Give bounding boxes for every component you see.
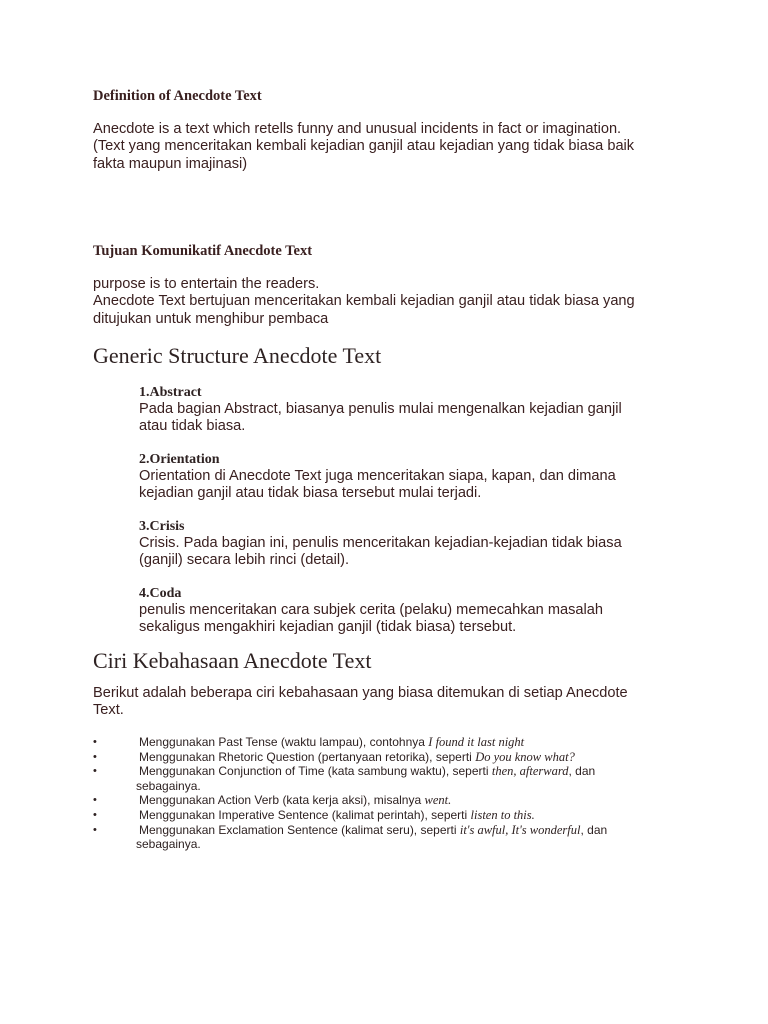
list-item <box>93 793 693 808</box>
bullet-text: Menggunakan Rhetoric Question (pertanyaan retorika), seperti <box>139 749 476 764</box>
bullet-example: Do you know what? <box>475 749 575 764</box>
ciri-bullet-list <box>93 735 693 852</box>
tujuan-line: Anecdote Text bertujuan menceritakan kembali kejadian ganjil atau tidak biasa yang <box>93 293 635 310</box>
bullet-after: , dan <box>580 822 608 837</box>
definition-line: fakta maupun imajinasi) <box>93 155 248 172</box>
generic-structure-heading: Generic Structure Anecdote Text <box>93 343 382 368</box>
ciri-intro-line: Berikut adalah beberapa ciri kebahasaan yang biasa ditemukan di setiap Anecdote <box>93 685 628 701</box>
bullet-after: , dan <box>568 764 596 779</box>
structure-item-line: Pada bagian Abstract, biasanya penulis mulai mengenalkan kejadian ganjil <box>139 401 622 417</box>
list-item <box>93 823 693 852</box>
bullet-example: I found it last night <box>428 735 525 749</box>
bullet-continuation: sebagainya. <box>136 837 201 852</box>
structure-item-title: 3.Crisis <box>139 519 185 534</box>
definition-heading: Definition of Anecdote Text <box>93 88 262 104</box>
bullet-example: it's awful, It's wonderful <box>459 822 581 837</box>
bullet-example: went. <box>424 793 452 808</box>
ciri-intro <box>93 685 675 720</box>
structure-item-body <box>139 401 675 436</box>
bullet-icon: • <box>93 823 97 836</box>
tujuan-line: ditujukan untuk menghibur pembaca <box>93 310 329 327</box>
bullet-icon: • <box>93 736 97 748</box>
structure-item-line: sekaligus mengakhiri kejadian ganjil (tidak biasa) tersebut. <box>139 619 517 636</box>
structure-item-body <box>139 602 675 637</box>
list-item <box>93 735 693 750</box>
tujuan-line: purpose is to entertain the readers. <box>93 276 320 292</box>
structure-item-title: 2.Orientation <box>139 452 220 467</box>
bullet-text: Menggunakan Exclamation Sentence (kalimat seru), seperti <box>139 822 460 837</box>
structure-item-coda <box>139 586 675 637</box>
structure-item-abstract <box>139 385 675 436</box>
bullet-text: Menggunakan Past Tense (waktu lampau), contohnya <box>139 735 429 749</box>
structure-item-line: kejadian ganjil atau tidak biasa tersebut mulai terjadi. <box>139 485 482 502</box>
ciri-intro-line: Text. <box>93 702 124 719</box>
definition-paragraph <box>93 121 675 173</box>
list-item <box>93 808 693 823</box>
structure-item-line: Orientation di Anecdote Text juga menceritakan siapa, kapan, dan dimana <box>139 468 616 484</box>
bullet-text: Menggunakan Conjunction of Time (kata sambung waktu), seperti <box>139 764 492 779</box>
structure-item-title: 4.Coda <box>139 586 182 601</box>
structure-item-body <box>139 535 675 570</box>
structure-item-line: (ganjil) secara lebih rinci (detail). <box>139 552 350 569</box>
structure-item-line: penulis menceritakan cara subjek cerita (pelaku) memecahkan masalah <box>139 602 603 618</box>
bullet-continuation: sebagainya. <box>136 778 201 793</box>
structure-item-body <box>139 468 675 503</box>
structure-item-orientation <box>139 452 675 503</box>
structure-item-title: 1.Abstract <box>139 385 202 400</box>
list-item <box>93 764 693 793</box>
bullet-icon: • <box>93 794 97 807</box>
definition-line: (Text yang menceritakan kembali kejadian ganjil atau kejadian yang tidak biasa baik <box>93 138 635 155</box>
structure-item-line: Crisis. Pada bagian ini, penulis menceritakan kejadian-kejadian tidak biasa <box>139 535 622 551</box>
bullet-example: then, afterward <box>491 764 569 779</box>
structure-item-crisis <box>139 519 675 570</box>
bullet-icon: • <box>93 808 97 821</box>
bullet-example: listen to this. <box>470 807 535 822</box>
bullet-icon: • <box>93 750 97 763</box>
tujuan-heading: Tujuan Komunikatif Anecdote Text <box>93 243 313 259</box>
bullet-text: Menggunakan Action Verb (kata kerja aksi), misalnya <box>139 793 425 808</box>
ciri-kebahasaan-heading: Ciri Kebahasaan Anecdote Text <box>93 648 372 673</box>
definition-line: Anecdote is a text which retells funny and unusual incidents in fact or imagination. <box>93 121 622 137</box>
structure-item-line: atau tidak biasa. <box>139 418 246 435</box>
bullet-icon: • <box>93 765 97 778</box>
tujuan-paragraph <box>93 276 675 328</box>
bullet-text: Menggunakan Imperative Sentence (kalimat perintah), seperti <box>139 807 471 822</box>
list-item <box>93 750 693 765</box>
